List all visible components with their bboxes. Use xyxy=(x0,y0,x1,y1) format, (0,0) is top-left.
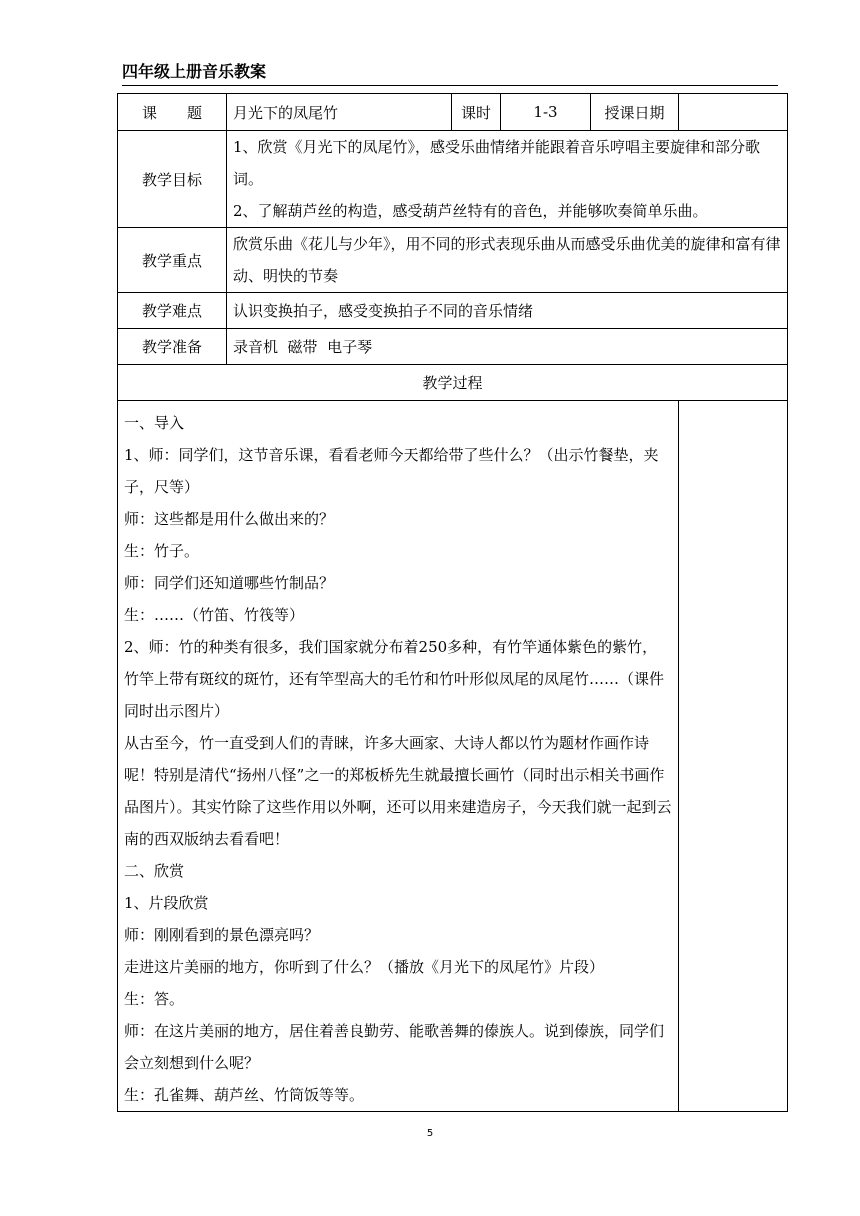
process-paragraph: 1、师：同学们，这节音乐课，看看老师今天都给带了些什么？（出示竹餐垫，夹子，尺等） xyxy=(124,446,659,496)
process-paragraph: 二、欣赏 xyxy=(124,862,185,880)
date-value xyxy=(679,94,788,131)
process-paragraph: 一、导入 xyxy=(124,414,185,432)
topic-row xyxy=(118,94,788,131)
prep-row xyxy=(118,329,788,365)
process-label: 教学过程 xyxy=(118,365,788,401)
goals-row xyxy=(118,131,788,228)
topic-label: 课题 xyxy=(118,94,227,131)
focus-row xyxy=(118,228,788,293)
goal-item: 2、了解葫芦丝的构造，感受葫芦丝特有的音色，并能够吹奏简单乐曲。 xyxy=(233,202,708,220)
goal-item: 1、欣赏《月光下的凤尾竹》，感受乐曲情绪并能跟着音乐哼唱主要旋律和部分歌词。 xyxy=(233,138,761,188)
page-number: 5 xyxy=(426,1128,434,1139)
process-paragraph: 2、师：竹的种类有很多，我们国家就分布着250多种，有竹竿通体紫色的紫竹，竹竿上带有斑纹的斑竹，还有竿型高大的毛竹和竹叶形似凤尾的凤尾竹……（课件同时出示图片） xyxy=(124,638,665,720)
process-paragraph: 生：……（竹笛、竹筏等） xyxy=(124,606,305,624)
process-paragraph: 生：答。 xyxy=(124,990,185,1008)
goals-label: 教学目标 xyxy=(118,131,227,228)
hours-value: 1-3 xyxy=(501,94,591,131)
process-paragraph: 从古至今，竹一直受到人们的青睐，许多大画家、大诗人都以竹为题材作画作诗呢！特别是清代“扬州八怪”之一的郑板桥先生就最擅长画竹（同时出示相关书画作品图片）。其实竹除了这些作用以外啊，还可以用来建造房子，今天我们就一起到云南的西双版纳去看看吧！ xyxy=(124,734,672,848)
prep-label: 教学准备 xyxy=(118,329,227,365)
process-paragraph: 师：同学们还知道哪些竹制品？ xyxy=(124,574,335,592)
goals-content xyxy=(227,131,788,228)
process-header-row xyxy=(118,365,788,401)
document-header: 四年级上册音乐教案 xyxy=(122,61,778,86)
process-paragraph: 走进这片美丽的地方，你听到了什么？（播放《月光下的凤尾竹》片段） xyxy=(124,958,605,976)
process-paragraph: 生：竹子。 xyxy=(124,542,200,560)
prep-content: 录音机 磁带 电子琴 xyxy=(227,329,788,365)
process-paragraph: 师：这些都是用什么做出来的？ xyxy=(124,510,335,528)
process-notes-column xyxy=(679,401,788,1112)
date-label: 授课日期 xyxy=(591,94,679,131)
process-paragraph: 师：在这片美丽的地方，居住着善良勤劳、能歌善舞的傣族人。说到傣族，同学们会立刻想到什么呢？ xyxy=(124,1022,665,1072)
process-content xyxy=(118,401,679,1112)
difficulty-row xyxy=(118,293,788,329)
process-paragraph: 生：孔雀舞、葫芦丝、竹筒饭等等。 xyxy=(124,1086,365,1104)
topic-value: 月光下的凤尾竹 xyxy=(227,94,452,131)
hours-label: 课时 xyxy=(452,94,501,131)
focus-label: 教学重点 xyxy=(118,228,227,293)
process-paragraph: 1、片段欣赏 xyxy=(124,894,209,912)
focus-content: 欣赏乐曲《花儿与少年》，用不同的形式表现乐曲从而感受乐曲优美的旋律和富有律动、明快的节奏 xyxy=(227,228,788,293)
process-row xyxy=(118,401,788,1112)
process-paragraph: 师：刚刚看到的景色漂亮吗？ xyxy=(124,926,320,944)
difficulty-content: 认识变换拍子，感受变换拍子不同的音乐情绪 xyxy=(227,293,788,329)
lesson-plan-table xyxy=(117,93,788,1112)
difficulty-label: 教学难点 xyxy=(118,293,227,329)
